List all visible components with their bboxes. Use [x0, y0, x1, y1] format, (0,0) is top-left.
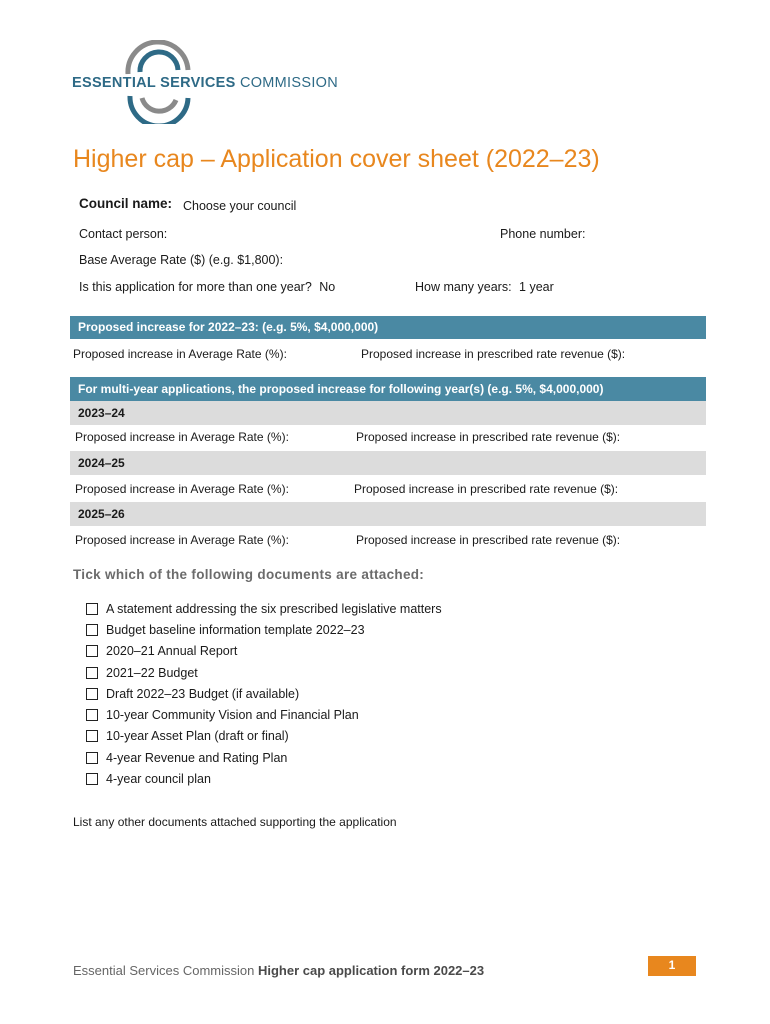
checkbox[interactable]: [86, 773, 98, 785]
council-select[interactable]: Choose your council: [183, 199, 297, 213]
logo-wordmark: ESSENTIAL SERVICES COMMISSION: [72, 75, 339, 91]
year-avg-rate-field[interactable]: Proposed increase in Average Rate (%):: [75, 482, 289, 496]
checklist-item[interactable]: 4-year council plan: [86, 768, 442, 789]
multi-year-question: [79, 280, 335, 294]
checkbox[interactable]: [86, 624, 98, 636]
year-revenue-field[interactable]: Proposed increase in prescribed rate revenue ($):: [356, 533, 621, 547]
checklist-item[interactable]: 10-year Community Vision and Financial Plan: [86, 704, 442, 725]
year-row-header: 2025–26: [70, 502, 706, 526]
checklist-item[interactable]: 4-year Revenue and Rating Plan: [86, 747, 442, 768]
other-documents-field[interactable]: List any other documents attached supporting the application: [73, 815, 397, 829]
multi-year-header: For multi-year applications, the proposed increase for following year(s) (e.g. 5%, $4,000,000): [70, 377, 706, 401]
contact-person-label: Contact person:: [79, 227, 168, 241]
page-title: Higher cap – Application cover sheet (2022–23): [73, 145, 600, 173]
checklist-item[interactable]: A statement addressing the six prescribed legislative matters: [86, 598, 442, 619]
years-label: How many years:: [415, 280, 512, 294]
year-row-header: 2023–24: [70, 401, 706, 425]
checklist-item[interactable]: 10-year Asset Plan (draft or final): [86, 726, 442, 747]
documents-checklist: [86, 598, 442, 790]
years-select[interactable]: 1 year: [519, 280, 554, 294]
checklist-item[interactable]: 2020–21 Annual Report: [86, 641, 442, 662]
year-revenue-field[interactable]: Proposed increase in prescribed rate revenue ($):: [354, 482, 619, 496]
checklist-item[interactable]: 2021–22 Budget: [86, 662, 442, 683]
avg-rate-field[interactable]: Proposed increase in Average Rate (%):: [73, 347, 287, 361]
footer: [73, 963, 484, 978]
checkbox[interactable]: [86, 667, 98, 679]
checklist-item[interactable]: Draft 2022–23 Budget (if available): [86, 683, 442, 704]
year-avg-rate-field[interactable]: Proposed increase in Average Rate (%):: [75, 430, 289, 444]
year-avg-rate-field[interactable]: Proposed increase in Average Rate (%):: [75, 533, 289, 547]
council-name-label: Council name:: [79, 196, 173, 211]
proposed-increase-header: Proposed increase for 2022–23: (e.g. 5%, $4,000,000): [70, 316, 706, 339]
multi-year-label: Is this application for more than one year?: [79, 280, 312, 294]
years-field: [415, 280, 554, 294]
checkbox[interactable]: [86, 645, 98, 657]
checkbox[interactable]: [86, 709, 98, 721]
year-row-header: 2024–25: [70, 451, 706, 475]
year-revenue-field[interactable]: Proposed increase in prescribed rate revenue ($):: [356, 430, 621, 444]
base-rate-label: Base Average Rate ($) (e.g. $1,800):: [79, 253, 284, 267]
checkbox[interactable]: [86, 730, 98, 742]
documents-heading: Tick which of the following documents are attached:: [73, 567, 425, 582]
multi-year-select[interactable]: No: [319, 280, 336, 294]
checklist-item[interactable]: Budget baseline information template 2022–23: [86, 619, 442, 640]
checkbox[interactable]: [86, 688, 98, 700]
page-number: 1: [648, 956, 696, 976]
footer-doc-title: Higher cap application form 2022–23: [257, 963, 485, 978]
esc-logo: [70, 40, 360, 124]
revenue-field[interactable]: Proposed increase in prescribed rate revenue ($):: [361, 347, 626, 361]
checkbox[interactable]: [86, 603, 98, 615]
checkbox[interactable]: [86, 752, 98, 764]
phone-number-label: Phone number:: [500, 227, 586, 241]
footer-org: Essential Services Commission: [73, 963, 255, 978]
